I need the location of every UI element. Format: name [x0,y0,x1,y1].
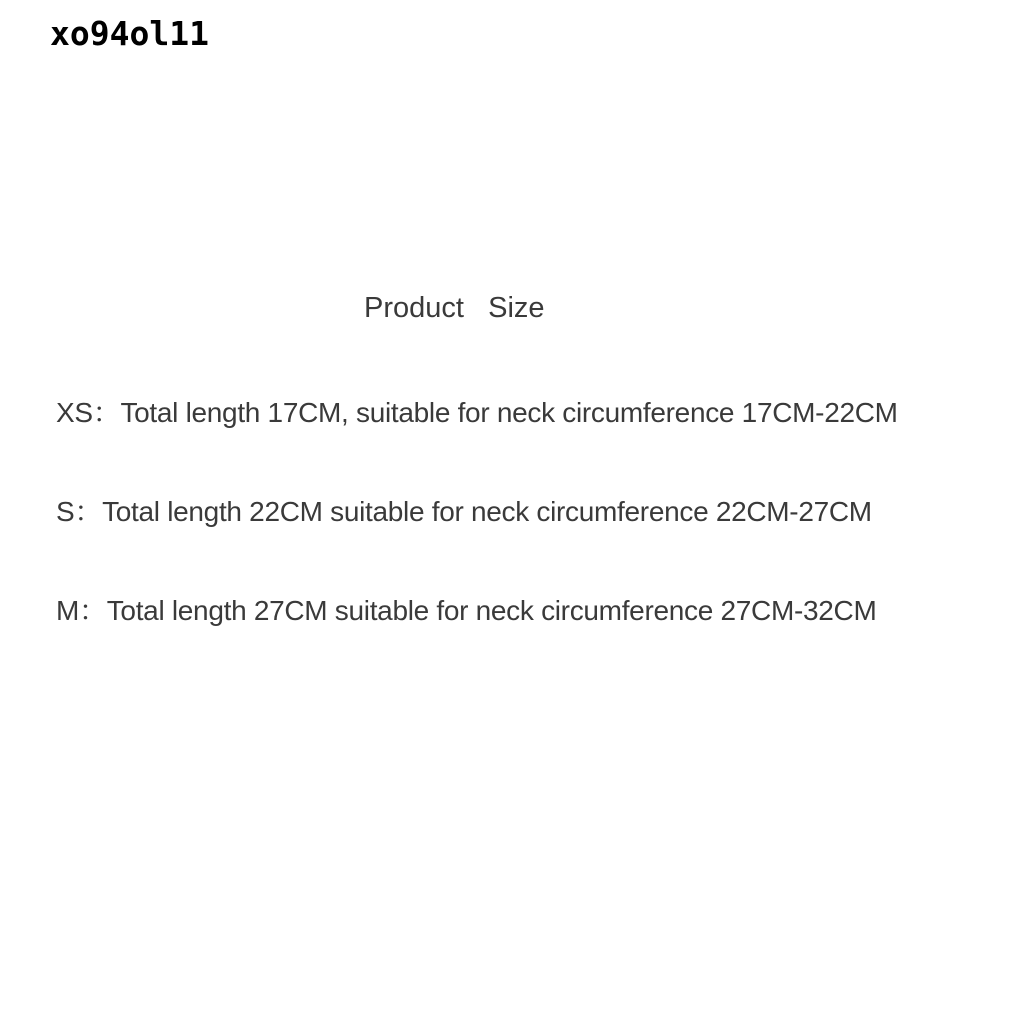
size-description-s: Total length 22CM suitable for neck circumference 22CM-27CM [102,496,872,527]
size-row-s [56,490,872,530]
size-label-xs: XS： [56,397,121,428]
product-size-title: Product Size [364,292,545,324]
size-row-m [56,589,876,629]
size-row-xs [56,391,898,431]
size-description-m: Total length 27CM suitable for neck circumference 27CM-32CM [106,595,877,626]
size-label-s: S： [56,496,103,527]
size-description-xs: Total length 17CM, suitable for neck circumference 17CM-22CM [120,397,898,428]
watermark-text: xo94ol11 [50,14,209,53]
size-label-m: M： [56,595,107,626]
